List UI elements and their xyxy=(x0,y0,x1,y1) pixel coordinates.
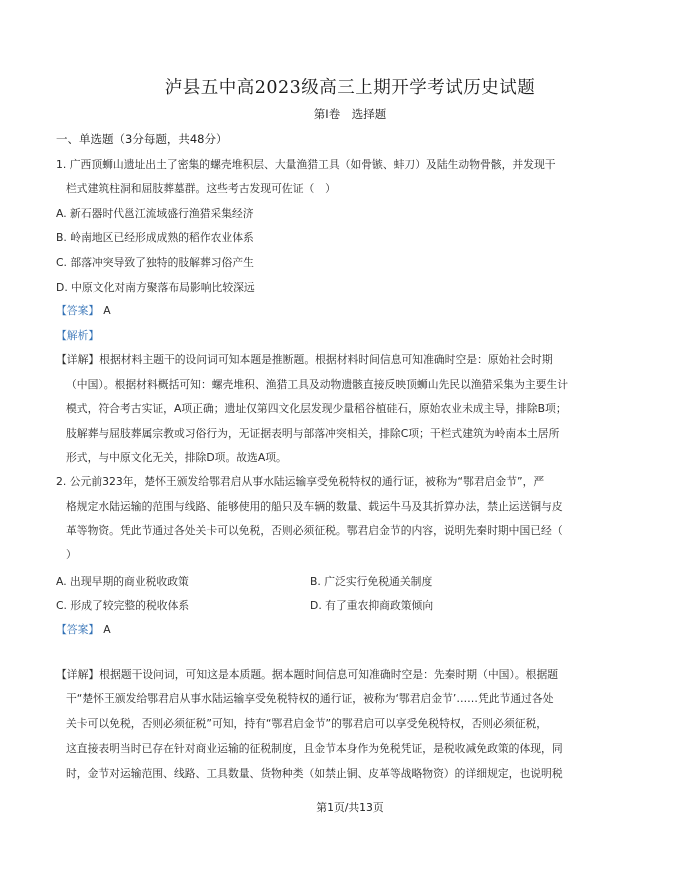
q1-stem-line: 栏式建筑柱洞和屈肢葬墓群。这些考古发现可佐证（ ） xyxy=(66,182,336,195)
q2-option-b: B. 广泛实行免税通关制度 xyxy=(310,575,433,588)
q1-stem-line: 1. 广西顶蛳山遗址出土了密集的螺壳堆积层、大量渔猎工具（如骨镞、蚌刀）及陆生动物骨骸，并发现干 xyxy=(56,158,556,171)
q1-option-a: A. 新石器时代邕江流域盛行渔猎采集经济 xyxy=(56,207,254,220)
q2-stem-line: 格规定水陆运输的范围与线路、能够使用的船只及车辆的数量、载运牛马及其折算办法，禁止运送铜与皮 xyxy=(66,500,563,513)
part-heading: 第Ⅰ卷 选择题 xyxy=(313,107,387,121)
q1-analysis-line: 【详解】根据材料主题干的设问词可知本题是推断题。根据材料时间信息可知准确时空是：原始社会时期 xyxy=(56,353,553,366)
q2-answer xyxy=(56,622,111,637)
q1-analysis-line: 肢解葬与屈肢葬属宗教或习俗行为，无证据表明与部落冲突相关，排除C项；干栏式建筑为岭南本土居所 xyxy=(66,427,560,440)
q1-analysis-label: 【解析】 xyxy=(56,329,100,342)
page-number: 第1页/共13页 xyxy=(316,801,384,814)
q2-option-c: C. 形成了较完整的税收体系 xyxy=(56,599,190,612)
q2-option-d: D. 有了重农抑商政策倾向 xyxy=(310,599,434,612)
q2-stem-line: 革等物资。凭此节通过各处关卡可以免税，否则必须征税。鄂君启金节的内容，说明先秦时期中国已经（ xyxy=(66,524,563,537)
q2-stem-line: ） xyxy=(66,548,77,561)
q1-option-c: C. 部落冲突导致了独特的肢解葬习俗产生 xyxy=(56,256,254,269)
q1-analysis-line: 模式，符合考古实证，A项正确；遗址仅第四文化层发现少量稻谷植硅石，原始农业未成主导，排除B项； xyxy=(66,402,567,415)
q2-stem-line: 2. 公元前323年，楚怀王颁发给鄂君启从事水陆运输享受免税特权的通行证，被称为“鄂君启金节”，严 xyxy=(56,475,545,488)
q2-analysis-line: 关卡可以免税，否则必须征税”可知，持有“鄂君启金节”的鄂君启可以享受免税特权，否则必须征税， xyxy=(66,717,548,730)
q1-analysis-line: 形式，与中原文化无关，排除D项。故选A项。 xyxy=(66,451,287,464)
answer-label: 【答案】 xyxy=(56,304,100,317)
q1-analysis-line: （中国）。根据材料概括可知：螺壳堆积、渔猎工具及动物遗骸直接反映顶蛳山先民以渔猎采集为主要生计 xyxy=(66,378,569,391)
q1-option-d: D. 中原文化对南方聚落布局影响比较深远 xyxy=(56,281,255,294)
q2-option-a: A. 出现早期的商业税收政策 xyxy=(56,575,189,588)
q1-option-b: B. 岭南地区已经形成成熟的稻作农业体系 xyxy=(56,231,254,244)
answer-value: A xyxy=(103,623,111,636)
q1-answer xyxy=(56,303,111,318)
q2-analysis-line: 干“楚怀王颁发给鄂君启从事水陆运输享受免税特权的通行证，被称为‘鄂君启金节’……凭此节通过各处 xyxy=(66,692,554,705)
q2-analysis-line: 时，金节对运输范围、线路、工具数量、货物种类（如禁止铜、皮革等战略物资）的详细规定，也说明税 xyxy=(66,767,563,780)
q2-analysis-line: 【详解】根据题干设问词，可知这是本质题。据本题时间信息可知准确时空是：先秦时期（中国）。根据题 xyxy=(56,668,559,681)
answer-label: 【答案】 xyxy=(56,623,100,636)
q2-analysis-line: 这直接表明当时已存在针对商业运输的征税制度，且金节本身作为免税凭证，是税收减免政策的体现，同 xyxy=(66,742,563,755)
page-title: 泸县五中高2023级高三上期开学考试历史试题 xyxy=(164,78,536,98)
section-heading: 一、单选题（3分每题，共48分） xyxy=(56,132,228,146)
answer-value: A xyxy=(103,304,111,317)
